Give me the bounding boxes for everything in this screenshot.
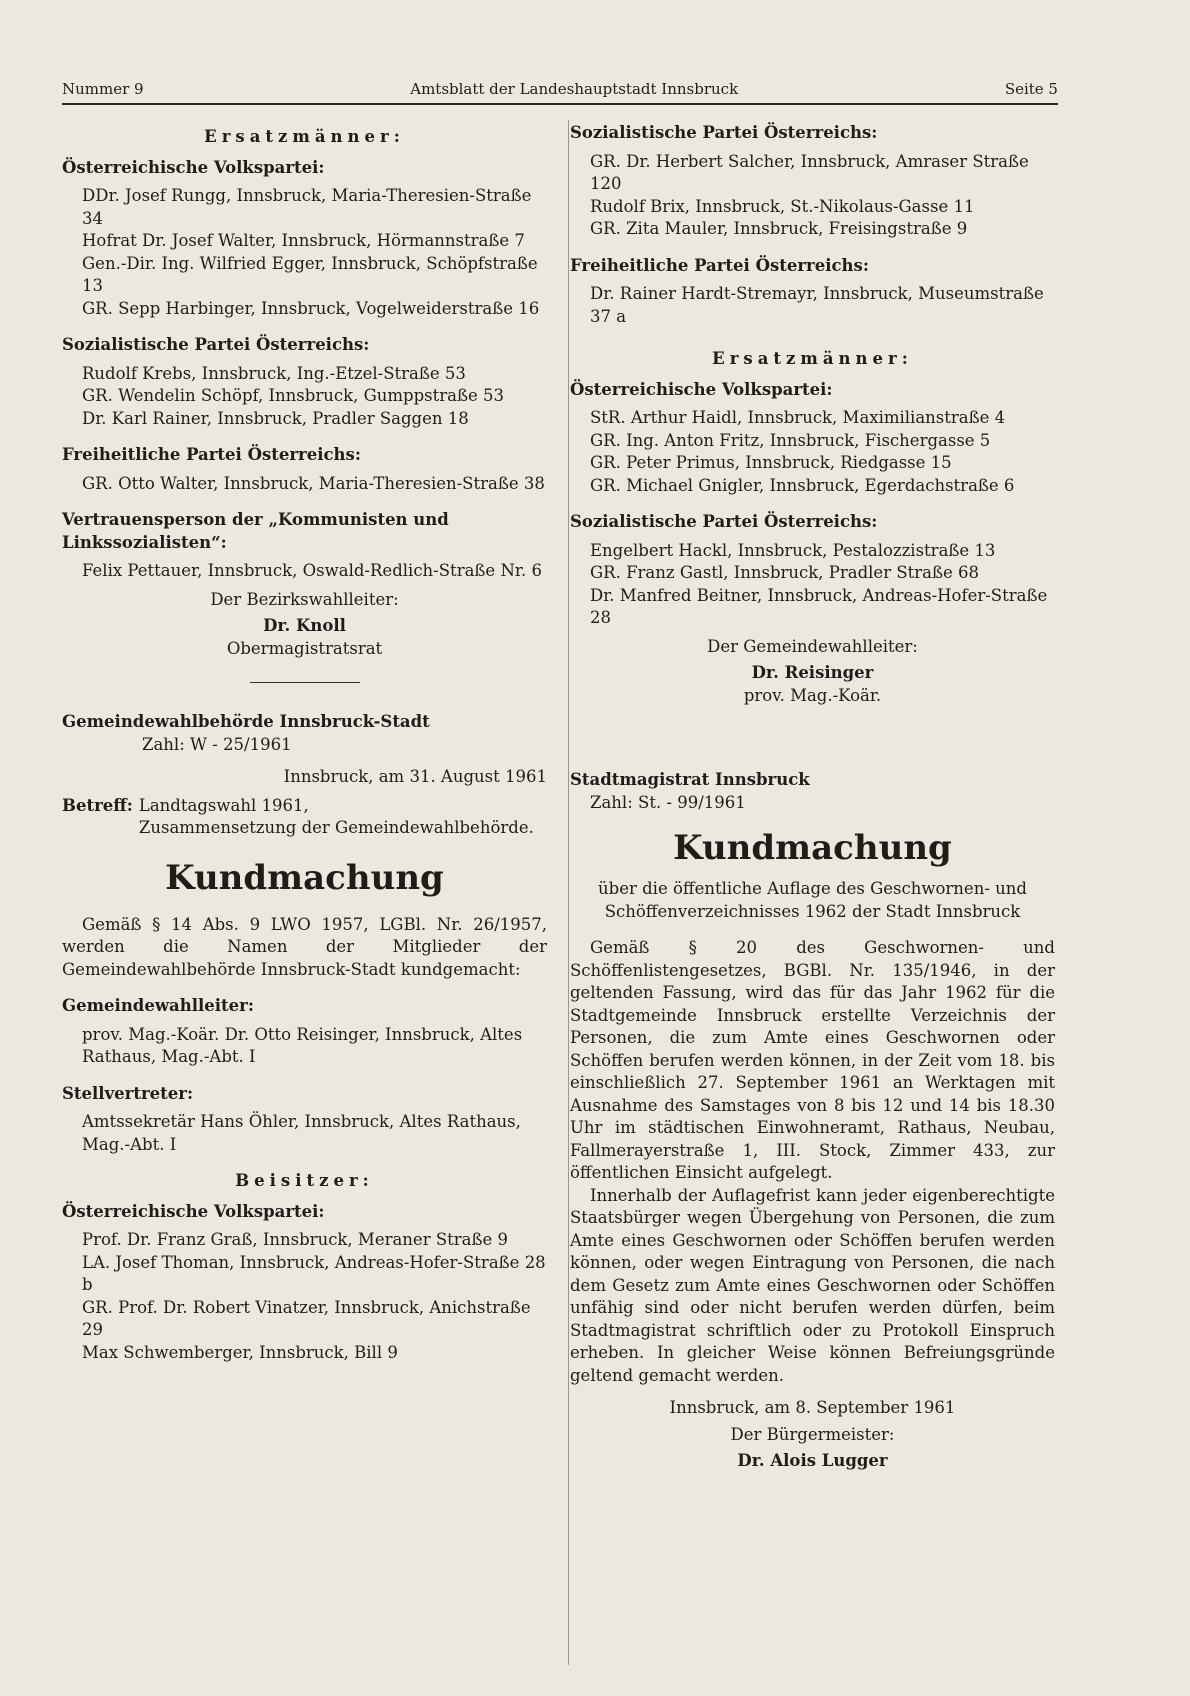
list-item: Amtssekretär Hans Öhler, Innsbruck, Altes Rathaus, Mag.-Abt. I [82, 1112, 521, 1154]
list-item: Hofrat Dr. Josef Walter, Innsbruck, Hörmannstraße 7 [82, 231, 525, 250]
subject-block [62, 795, 547, 840]
section-heading: Beisitzer: [235, 1171, 374, 1190]
reference-number: Zahl: W - 25/1961 [142, 734, 292, 754]
party-heading: Sozialistische Partei Österreichs: [570, 512, 878, 531]
section-rule [250, 682, 360, 683]
signature-name: Dr. Alois Lugger [737, 1451, 888, 1470]
role-heading: Gemeindewahlleiter: [62, 996, 254, 1015]
subject-label: Betreff: [62, 795, 133, 815]
list-item: Rudolf Krebs, Innsbruck, Ing.-Etzel-Straße 53 [82, 363, 466, 383]
party-heading: Sozialistische Partei Österreichs: [62, 335, 370, 354]
list-item: GR. Zita Mauler, Innsbruck, Freisingstraße 9 [590, 219, 968, 238]
notice-subtitle: über die öffentliche Auflage des Geschwornen- und Schöffenverzeichnisses 1962 der Stadt Innsbruck [598, 879, 1027, 921]
list-item: Gen.-Dir. Ing. Wilfried Egger, Innsbruck, Schöpfstraße 13 [82, 253, 538, 295]
notice-intro: Gemäß § 14 Abs. 9 LWO 1957, LGBl. Nr. 26/1957, werden die Namen der Mitglieder der Gemeindewahlbehörde Innsbruck-Stadt kundgemacht: [62, 914, 547, 979]
page-number: Seite 5 [1004, 80, 1058, 98]
subject-line: Landtagswahl 1961, [138, 795, 309, 815]
list-item: prov. Mag.-Koär. Dr. Otto Reisinger, Innsbruck, Altes Rathaus, Mag.-Abt. I [82, 1024, 523, 1066]
party-heading: Vertrauensperson der „Kommunisten und Linkssozialisten“: [62, 510, 449, 552]
party-heading: Freiheitliche Partei Österreichs: [570, 255, 869, 275]
list-item: GR. Sepp Harbinger, Innsbruck, Vogelweiderstraße 16 [82, 298, 540, 318]
list-item: GR. Peter Primus, Innsbruck, Riedgasse 15 [590, 453, 952, 472]
page-header [62, 80, 1058, 105]
authority-name: Stadtmagistrat Innsbruck [570, 770, 810, 789]
party-heading: Österreichische Volkspartei: [570, 379, 833, 399]
reference-number: Zahl: St. - 99/1961 [590, 792, 746, 812]
list-item: Prof. Dr. Franz Graß, Innsbruck, Meraner Straße 9 [82, 1230, 509, 1249]
section-heading: Ersatzmänner: [204, 127, 405, 146]
signature-role: Der Bezirkswahlleiter: [210, 589, 399, 609]
authority-name: Gemeindewahlbehörde Innsbruck-Stadt [62, 712, 430, 731]
signature-name: Dr. Reisinger [751, 663, 874, 682]
list-item: GR. Prof. Dr. Robert Vinatzer, Innsbruck, Anichstraße 29 [82, 1297, 531, 1339]
party-heading: Österreichische Volkspartei: [62, 1201, 325, 1221]
party-heading: Österreichische Volkspartei: [62, 157, 325, 177]
list-item: GR. Wendelin Schöpf, Innsbruck, Gumppstraße 53 [82, 386, 504, 405]
notice-paragraph: Gemäß § 20 des Geschwornen- und Schöffenlistengesetzes, BGBl. Nr. 135/1946, in der geltenden Fassung, wird das für das Jahr 1962 für die Stadtgemeinde Innsbruck erstellte Verzeichnis der Personen, die zum Amte eines Geschwornen oder Schöffen berufen werden können, in der Zeit vom 18. bis einschließlich 27. September 1961 an Werktagen mit Ausnahme des Samstages von 8 bis 12 und 14 bis 18.30 Uhr im städtischen Einwohneramt, Rathaus, Neubau, Fallmerayerstraße 1, III. Stock, Zimmer 433, zur öffentlichen Einsicht aufgelegt. [570, 938, 1055, 1182]
section-heading: Ersatzmänner: [712, 349, 913, 368]
list-item: StR. Arthur Haidl, Innsbruck, Maximilianstraße 4 [590, 408, 1006, 427]
notice-date: Innsbruck, am 31. August 1961 [283, 767, 547, 786]
column-divider [568, 120, 569, 1665]
issue-number: Nummer 9 [62, 80, 144, 98]
list-item: LA. Josef Thoman, Innsbruck, Andreas-Hofer-Straße 28 b [82, 1252, 546, 1294]
list-item: GR. Dr. Herbert Salcher, Innsbruck, Amraser Straße 120 [590, 151, 1029, 193]
list-item: Engelbert Hackl, Innsbruck, Pestalozzistraße 13 [590, 540, 996, 560]
list-item: Rudolf Brix, Innsbruck, St.-Nikolaus-Gasse 11 [590, 196, 975, 216]
publication-title: Amtsblatt der Landeshauptstadt Innsbruck [410, 80, 739, 98]
role-heading: Stellvertreter: [62, 1083, 194, 1103]
notice-title: Kundmachung [673, 828, 952, 868]
list-item: DDr. Josef Rungg, Innsbruck, Maria-Theresien-Straße 34 [82, 186, 532, 228]
subject-line: Zusammensetzung der Gemeindewahlbehörde. [138, 818, 534, 837]
list-item: Dr. Rainer Hardt-Stremayr, Innsbruck, Museumstraße 37 a [590, 284, 1044, 326]
list-item: GR. Otto Walter, Innsbruck, Maria-Theresien-Straße 38 [82, 473, 545, 493]
list-item: Dr. Manfred Beitner, Innsbruck, Andreas-Hofer-Straße 28 [590, 585, 1048, 627]
notice-date: Innsbruck, am 8. September 1961 [669, 1398, 956, 1417]
party-heading: Sozialistische Partei Österreichs: [570, 123, 878, 142]
signature-role: Der Gemeindewahlleiter: [707, 636, 918, 656]
signature-role: Der Bürgermeister: [730, 1424, 895, 1444]
signature-title: prov. Mag.-Koär. [743, 685, 882, 705]
party-heading: Freiheitliche Partei Österreichs: [62, 445, 361, 464]
list-item: Felix Pettauer, Innsbruck, Oswald-Redlich-Straße Nr. 6 [82, 561, 542, 580]
right-column [570, 120, 1055, 1473]
list-item: GR. Ing. Anton Fritz, Innsbruck, Fischergasse 5 [590, 430, 991, 450]
signature-title: Obermagistratsrat [226, 638, 383, 658]
list-item: GR. Franz Gastl, Innsbruck, Pradler Straße 68 [590, 563, 980, 582]
left-column [62, 120, 547, 1364]
list-item: Dr. Karl Rainer, Innsbruck, Pradler Saggen 18 [82, 408, 469, 428]
notice-paragraph: Innerhalb der Auflagefrist kann jeder eigenberechtigte Staatsbürger wegen Übergehung von Personen, die zum Amte eines Geschwornen oder Schöffen berufen werden können, oder wegen Eintragung von Personen, die nach dem Gesetz zum Amte eines Geschwornen oder Schöffen unfähig sind oder nicht berufen werden dürfen, beim Stadtmagistrat schriftlich oder zu Protokoll Einspruch erheben. In gleicher Weise können Befreiungsgründe geltend gemacht werden. [570, 1185, 1055, 1385]
list-item: Max Schwemberger, Innsbruck, Bill 9 [82, 1342, 398, 1362]
list-item: GR. Michael Gnigler, Innsbruck, Egerdachstraße 6 [590, 475, 1015, 495]
signature-name: Dr. Knoll [263, 616, 346, 635]
notice-title: Kundmachung [165, 857, 444, 898]
